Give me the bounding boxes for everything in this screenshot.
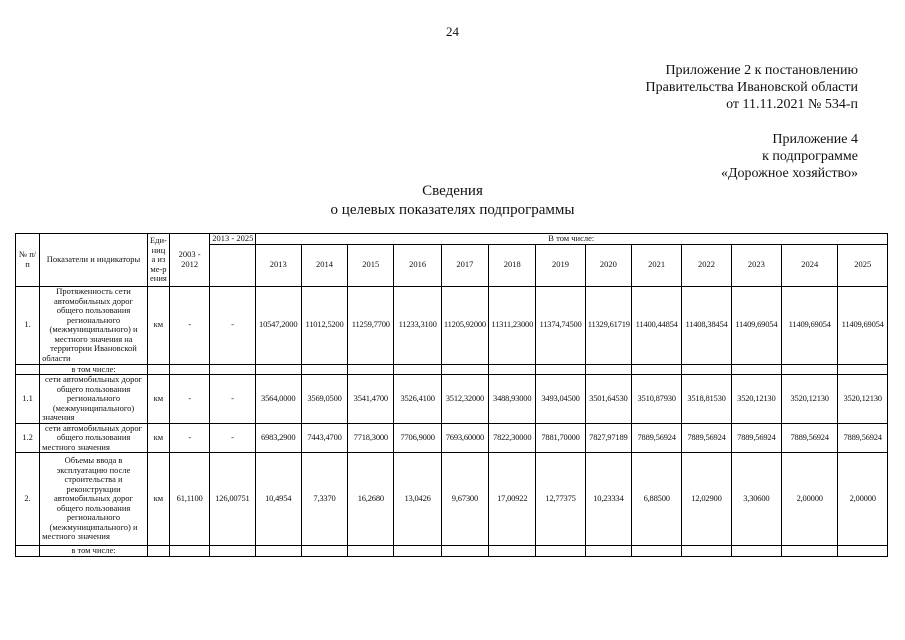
document-title	[0, 182, 905, 220]
header-period-2013-2025: 2013 - 2025	[210, 234, 255, 245]
value-year: 3564,0000	[255, 375, 301, 424]
header-year: 2018	[489, 244, 536, 286]
value-year: 3526,4100	[394, 375, 441, 424]
value-year: 7693,60000	[441, 423, 488, 453]
cell-empty	[838, 364, 888, 375]
value-year: 3493,04500	[536, 375, 585, 424]
indicator-name: сети автомобильных дорог общего пользования регионального (межмуниципального) значения	[40, 375, 148, 424]
value-year: 7889,56924	[731, 423, 781, 453]
indicator-name: Протяженность сети автомобильных дорог общего пользования регионального (межмуниципального) и местного значения на территории Ивановской области	[40, 286, 148, 364]
subheader-row	[16, 546, 888, 557]
subheader-label: в том числе:	[40, 364, 148, 375]
header-year: 2024	[782, 244, 838, 286]
header-num: № п/п	[16, 234, 40, 287]
value-2003-2012: 61,1100	[170, 453, 210, 546]
appendix-sub-line-3: «Дорожное хозяйство»	[720, 166, 858, 181]
indicator-row	[16, 286, 888, 364]
value-year: 9,67300	[441, 453, 488, 546]
value-year: 11409,69054	[731, 286, 781, 364]
cell-empty	[536, 546, 585, 557]
indicator-name: Объемы ввода в эксплуатацию после строительства и реконструкции автомобильных дорог общего пользования регионального (межмуниципального) и местного значения	[40, 453, 148, 546]
value-year: 7889,56924	[682, 423, 731, 453]
value-year: 11409,69054	[838, 286, 888, 364]
value-year: 10,4954	[255, 453, 301, 546]
value-year: 3541,4700	[348, 375, 394, 424]
cell-empty	[731, 546, 781, 557]
cell-empty	[210, 546, 255, 557]
cell-empty	[782, 546, 838, 557]
cell-empty	[441, 364, 488, 375]
unit-cell: км	[147, 423, 169, 453]
document-title-line-2: о целевых показателях подпрограммы	[330, 202, 575, 218]
cell-empty	[394, 364, 441, 375]
cell-empty	[16, 364, 40, 375]
value-year: 3488,93000	[489, 375, 536, 424]
value-year: 7718,3000	[348, 423, 394, 453]
value-year: 10547,2000	[255, 286, 301, 364]
cell-empty	[255, 364, 301, 375]
document-title-line-1: Сведения	[422, 183, 483, 199]
value-year: 6,88500	[632, 453, 682, 546]
value-2003-2012: -	[170, 423, 210, 453]
cell-empty	[301, 546, 347, 557]
unit-cell: км	[147, 286, 169, 364]
value-2013-2025: -	[210, 286, 255, 364]
appendix-main-reference	[646, 62, 858, 113]
appendix-sub-line-2: к подпрограмме	[762, 149, 858, 164]
cell-empty	[536, 364, 585, 375]
value-year: 7889,56924	[782, 423, 838, 453]
value-year: 12,02900	[682, 453, 731, 546]
value-year: 11409,69054	[782, 286, 838, 364]
header-row-top	[16, 234, 888, 245]
row-number: 2.	[16, 453, 40, 546]
value-2013-2025: -	[210, 423, 255, 453]
value-year: 11408,38454	[682, 286, 731, 364]
header-year: 2023	[731, 244, 781, 286]
row-number: 1.2	[16, 423, 40, 453]
value-year: 3,30600	[731, 453, 781, 546]
value-year: 3520,12130	[731, 375, 781, 424]
value-year: 3518,81530	[682, 375, 731, 424]
cell-empty	[585, 546, 631, 557]
cell-empty	[489, 546, 536, 557]
indicators-table	[15, 233, 888, 557]
value-year: 16,2680	[348, 453, 394, 546]
cell-empty	[585, 364, 631, 375]
appendix-sub-reference	[721, 131, 858, 182]
appendix-main-line-3: от 11.11.2021 № 534-п	[726, 97, 858, 112]
header-year: 2016	[394, 244, 441, 286]
cell-empty	[838, 546, 888, 557]
cell-empty	[441, 546, 488, 557]
value-2003-2012: -	[170, 286, 210, 364]
cell-empty	[147, 546, 169, 557]
value-year: 6983,2900	[255, 423, 301, 453]
header-year: 2019	[536, 244, 585, 286]
value-year: 12,77375	[536, 453, 585, 546]
header-period-2013-2025-empty	[210, 244, 255, 286]
value-year: 11400,44854	[632, 286, 682, 364]
value-year: 2,00000	[782, 453, 838, 546]
value-year: 7,3370	[301, 453, 347, 546]
indicators-table-body	[16, 234, 888, 557]
value-year: 10,23334	[585, 453, 631, 546]
header-including: В том числе:	[255, 234, 887, 245]
header-year: 2014	[301, 244, 347, 286]
value-year: 11374,74500	[536, 286, 585, 364]
unit-cell: км	[147, 453, 169, 546]
value-year: 3520,12130	[782, 375, 838, 424]
value-year: 11205,92000	[441, 286, 488, 364]
page-number: 24	[446, 24, 459, 39]
cell-empty	[210, 364, 255, 375]
value-year: 3520,12130	[838, 375, 888, 424]
value-year: 7889,56924	[838, 423, 888, 453]
value-year: 11012,5200	[301, 286, 347, 364]
unit-cell: км	[147, 375, 169, 424]
cell-empty	[348, 546, 394, 557]
header-year: 2015	[348, 244, 394, 286]
cell-empty	[632, 364, 682, 375]
indicator-name: сети автомобильных дорог общего пользования местного значения	[40, 423, 148, 453]
appendix-sub-line-1: Приложение 4	[772, 132, 858, 147]
value-year: 3510,87930	[632, 375, 682, 424]
cell-empty	[682, 546, 731, 557]
indicator-row	[16, 423, 888, 453]
value-year: 3512,32000	[441, 375, 488, 424]
cell-empty	[782, 364, 838, 375]
value-year: 7443,4700	[301, 423, 347, 453]
header-unit: Еди-ница изме-рения	[147, 234, 169, 287]
value-year: 11329,61719	[585, 286, 631, 364]
cell-empty	[170, 364, 210, 375]
header-period-2003-2012: 2003 - 2012	[170, 234, 210, 287]
cell-empty	[348, 364, 394, 375]
appendix-main-line-1: Приложение 2 к постановлению	[665, 63, 858, 78]
cell-empty	[170, 546, 210, 557]
value-2013-2025: 126,00751	[210, 453, 255, 546]
row-number: 1.1	[16, 375, 40, 424]
cell-empty	[394, 546, 441, 557]
value-year: 7822,30000	[489, 423, 536, 453]
value-year: 11259,7700	[348, 286, 394, 364]
header-indicator: Показатели и индикаторы	[40, 234, 148, 287]
value-year: 7889,56924	[632, 423, 682, 453]
row-number: 1.	[16, 286, 40, 364]
cell-empty	[16, 546, 40, 557]
subheader-label: в том числе:	[40, 546, 148, 557]
value-year: 7881,70000	[536, 423, 585, 453]
subheader-row	[16, 364, 888, 375]
indicator-row	[16, 375, 888, 424]
cell-empty	[682, 364, 731, 375]
header-year: 2022	[682, 244, 731, 286]
value-year: 3569,0500	[301, 375, 347, 424]
value-year: 7827,97189	[585, 423, 631, 453]
value-year: 11233,3100	[394, 286, 441, 364]
value-year: 17,00922	[489, 453, 536, 546]
cell-empty	[632, 546, 682, 557]
value-year: 13,0426	[394, 453, 441, 546]
value-2013-2025: -	[210, 375, 255, 424]
indicator-row	[16, 453, 888, 546]
value-2003-2012: -	[170, 375, 210, 424]
header-year: 2021	[632, 244, 682, 286]
header-year: 2017	[441, 244, 488, 286]
appendix-main-line-2: Правительства Ивановской области	[645, 80, 858, 95]
cell-empty	[147, 364, 169, 375]
cell-empty	[489, 364, 536, 375]
value-year: 3501,64530	[585, 375, 631, 424]
value-year: 7706,9000	[394, 423, 441, 453]
cell-empty	[255, 546, 301, 557]
cell-empty	[301, 364, 347, 375]
header-year: 2025	[838, 244, 888, 286]
value-year: 2,00000	[838, 453, 888, 546]
value-year: 11311,23000	[489, 286, 536, 364]
cell-empty	[731, 364, 781, 375]
header-year: 2020	[585, 244, 631, 286]
header-year: 2013	[255, 244, 301, 286]
